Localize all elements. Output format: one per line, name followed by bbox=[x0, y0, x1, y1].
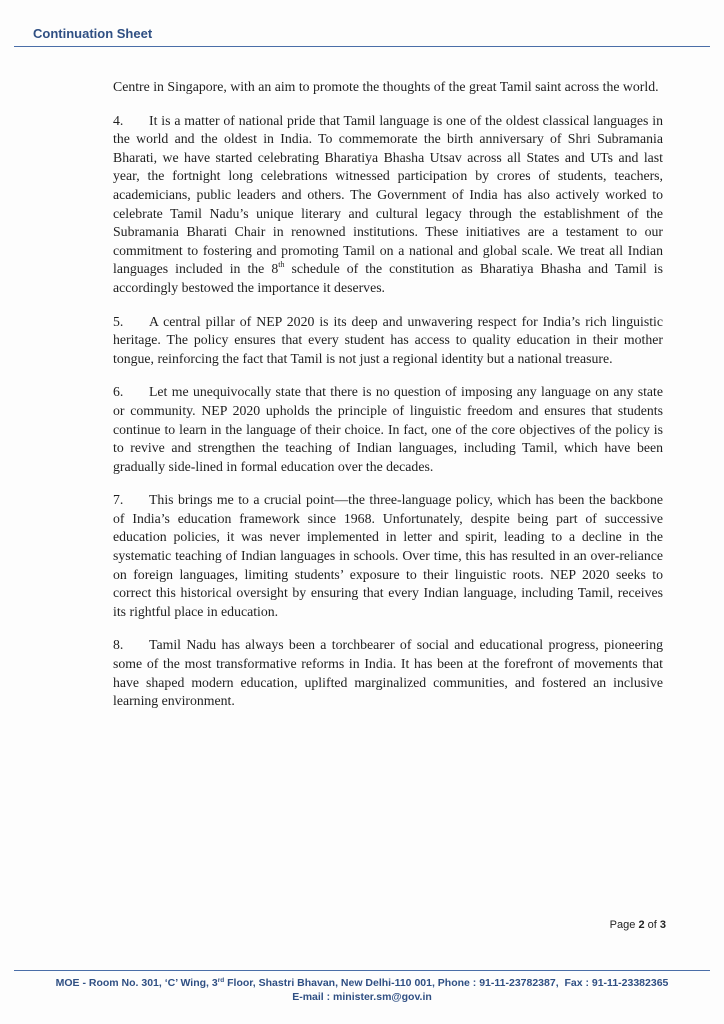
page-number bbox=[610, 919, 666, 931]
footer-address: MOE - Room No. 301, ‘C’ Wing, 3rd Floor, Shastri Bhavan, New Delhi-110 001, Phone : 91-11-23782387, Fax : 91-11-23382365 bbox=[55, 977, 669, 989]
paragraph-8 bbox=[113, 636, 663, 710]
paragraph-number: 7. bbox=[113, 492, 124, 508]
header-title: Continuation Sheet bbox=[33, 26, 153, 41]
paragraph-text: Centre in Singapore, with an aim to promote the thoughts of the great Tamil saint across the world. bbox=[113, 79, 659, 94]
page-prefix: Page bbox=[609, 919, 636, 931]
footer-rule bbox=[14, 970, 710, 971]
footer bbox=[0, 976, 724, 1004]
paragraph-4 bbox=[113, 112, 663, 298]
paragraph-6 bbox=[113, 383, 663, 476]
paragraph-text: A central pillar of NEP 2020 is its deep and unwavering respect for India’s rich linguistic heritage. The policy ensures that every student has access to quality education in their mother tongue, reinforcing the fact that Tamil is not just a regional identity but a national treasure. bbox=[113, 313, 663, 366]
paragraph-number: 6. bbox=[113, 384, 124, 400]
paragraph-number: 8. bbox=[113, 637, 124, 653]
paragraph-continuation bbox=[113, 78, 663, 97]
paragraph-text: It is a matter of national pride that Tamil language is one of the oldest classical languages in the world and the oldest in India. To commemorate the birth anniversary of Shri Subramania Bharati, we have started celebrating Bharatiya Bhasha Utsav across all States and UTs and last year, the fortnight long celebrations witnessed participation by crores of students, teachers, academicians, public leaders and others. The Government of India has also actively worked to celebrate Tamil Nadu’s unique literary and cultural legacy through the establishment of the Subramania Bharati Chair in renowned institutions. These initiatives are a testament to our commitment to fostering and promoting Tamil on a national and global scale. We treat all Indian languages included in the 8th schedule of the constitution as Bharatiya Bhasha and Tamil is accordingly bestowed the importance it deserves. bbox=[113, 112, 663, 295]
page-current: 2 bbox=[638, 919, 645, 931]
paragraph-text: Let me unequivocally state that there is no question of imposing any language on any state or community. NEP 2020 upholds the principle of linguistic freedom and ensures that students continue to learn in the language of their choice. In fact, one of the core objectives of the policy is to revive and strengthen the teaching of Indian languages, including Tamil, which have been gradually side-lined in formal education over the decades. bbox=[113, 384, 663, 474]
paragraph-7 bbox=[113, 491, 663, 621]
paragraph-number: 4. bbox=[113, 112, 124, 128]
letter-body bbox=[113, 78, 663, 726]
footer-email: E-mail : minister.sm@gov.in bbox=[292, 991, 432, 1003]
paragraph-text: This brings me to a crucial point—the three-language policy, which has been the backbone of India’s education framework since 1968. Unfortunately, despite being part of successive education policies, it was never implemented in letter and spirit, leading to a decline in the systematic teaching of Indian languages in schools. Over time, this has resulted in an over-reliance on foreign languages, limiting students’ exposure to their linguistic roots. NEP 2020 seeks to correct this historical oversight by ensuring that every Indian language, including Tamil, receives its rightful place in education. bbox=[113, 492, 663, 619]
header-rule bbox=[14, 46, 710, 47]
paragraph-number: 5. bbox=[113, 313, 124, 329]
page-of: of bbox=[647, 919, 657, 931]
page-total: 3 bbox=[659, 919, 666, 931]
paragraph-text: Tamil Nadu has always been a torchbearer of social and educational progress, pioneering some of the most transformative reforms in India. It has been at the forefront of movements that have shaped modern education, uplifted marginalized communities, and fostered an inclusive learning environment. bbox=[113, 637, 663, 709]
paragraph-5 bbox=[113, 313, 663, 369]
